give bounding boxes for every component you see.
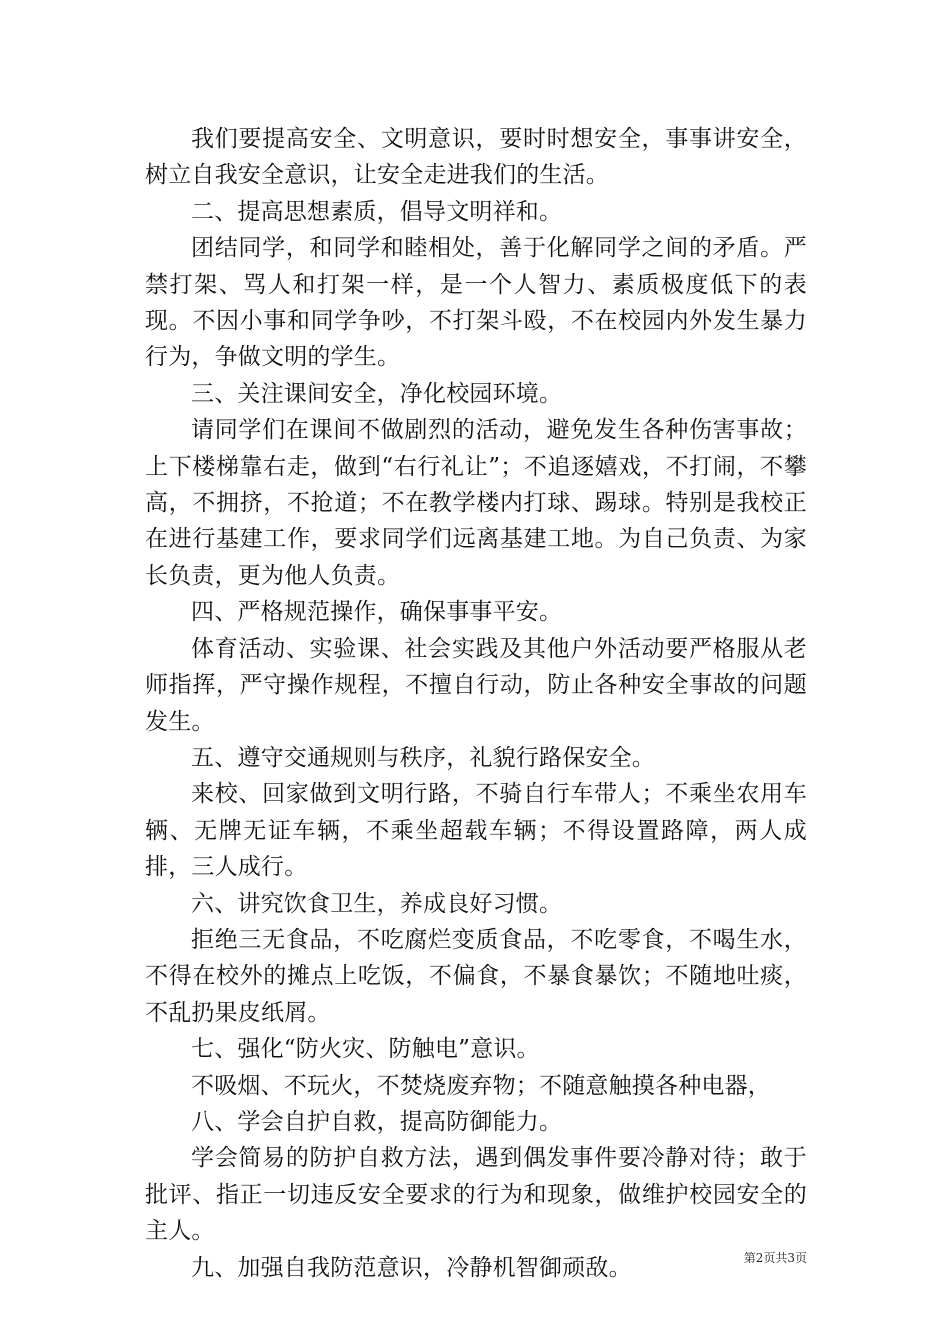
paragraph: 学会简易的防护自救方法，遇到偶发事件要冷静对待；敢于批评、指正一切违反安全要求的行为和现象，做维护校园安全的主人。 <box>145 1145 807 1245</box>
section-heading: 三、关注课间安全，净化校园环境。 <box>191 380 563 407</box>
section-heading: 六、讲究饮食卫生，养成良好习惯。 <box>191 890 563 917</box>
paragraph: 来校、回家做到文明行路，不骑自行车带人；不乘坐农用车辆、无牌无证车辆，不乘坐超载车辆；不得设置路障，两人成排，三人成行。 <box>145 781 807 881</box>
paragraph: 不吸烟、不玩火，不焚烧废弃物；不随意触摸各种电器， <box>191 1072 771 1099</box>
section-heading: 七、强化“防火灾、防触电”意识。 <box>191 1036 540 1063</box>
paragraph: 体育活动、实验课、社会实践及其他户外活动要严格服从老师指挥，严守操作规程，不擅自行动，防止各种安全事故的问题发生。 <box>145 635 807 735</box>
section-heading: 五、遵守交通规则与秩序，礼貌行路保安全。 <box>191 744 655 771</box>
section-heading: 八、学会自护自救，提高防御能力。 <box>191 1108 563 1135</box>
paragraph: 我们要提高安全、文明意识，要时时想安全，事事讲安全，树立自我安全意识，让安全走进我们的生活。 <box>145 126 807 189</box>
document-body <box>145 121 807 1286</box>
page-number: 第2页共3页 <box>743 1251 807 1265</box>
section-heading: 四、严格规范操作，确保事事平安。 <box>191 599 563 626</box>
section-heading: 二、提高思想素质，倡导文明祥和。 <box>191 198 563 225</box>
paragraph: 拒绝三无食品，不吃腐烂变质食品，不吃零食，不喝生水，不得在校外的摊点上吃饭，不偏食，不暴食暴饮；不随地吐痰，不乱扔果皮纸屑。 <box>145 926 807 1026</box>
paragraph: 团结同学，和同学和睦相处，善于化解同学之间的矛盾。严禁打架、骂人和打架一样，是一个人智力、素质极度低下的表现。不因小事和同学争吵，不打架斗殴，不在校园内外发生暴力行为，争做文明的学生。 <box>145 235 807 371</box>
paragraph: 请同学们在课间不做剧烈的活动，避免发生各种伤害事故；上下楼梯靠右走，做到“右行礼让”；不追逐嬉戏，不打闹，不攀高，不拥挤，不抢道；不在教学楼内打球、踢球。特别是我校正在进行基建工作，要求同学们远离基建工地。为自己负责、为家长负责，更为他人负责。 <box>145 417 807 589</box>
section-heading: 九、加强自我防范意识，冷静机智御顽敌。 <box>191 1254 632 1281</box>
